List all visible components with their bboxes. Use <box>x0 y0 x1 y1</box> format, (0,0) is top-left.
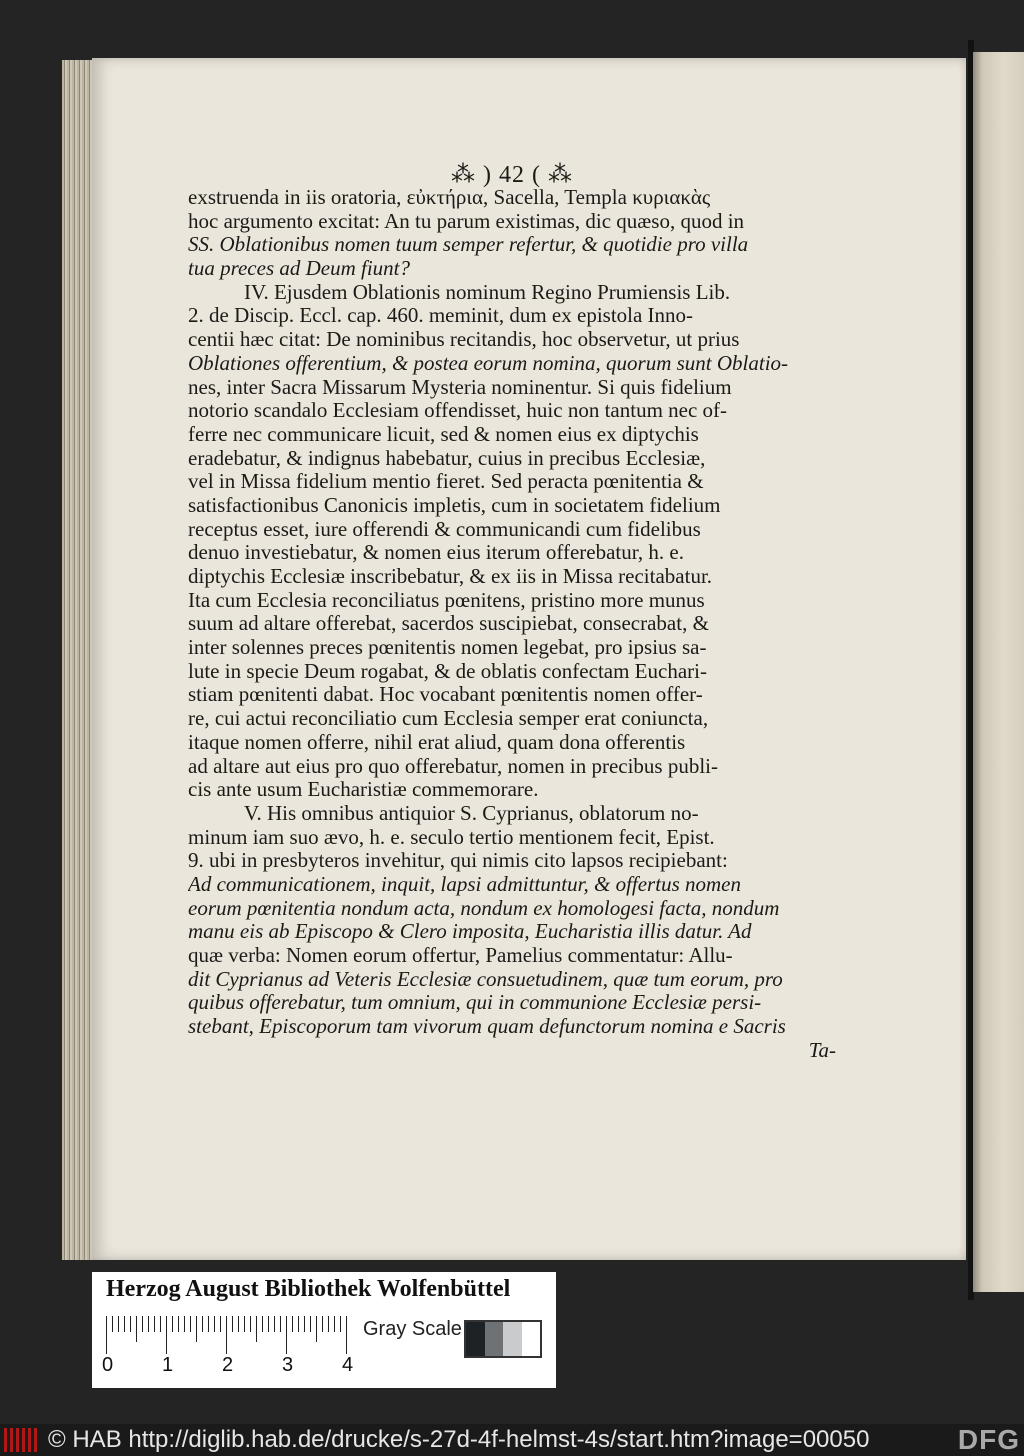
text-line: itaque nomen offerre, nihil erat aliud, quam dona offerentis <box>188 730 686 754</box>
ruler-tick <box>322 1316 323 1332</box>
scale-ruler <box>106 1316 352 1354</box>
ruler-tick <box>172 1316 173 1332</box>
text-line: Ad communicationem, inquit, lapsi admittuntur, & offertus nomen <box>188 872 741 896</box>
text-line: re, cui actui reconciliatio cum Ecclesia semper erat coniuncta, <box>188 707 709 731</box>
ruler-tick <box>238 1316 239 1332</box>
ruler-tick <box>274 1316 275 1332</box>
text-line: stiam pœnitenti dabat. Hoc vocabant pœnitentis nomen offer- <box>188 683 703 707</box>
text-line: notorio scandalo Ecclesiam offendisset, huic non tantum nec of- <box>188 399 728 423</box>
ruler-tick <box>298 1316 299 1332</box>
text-line: manu eis ab Episcopo & Clero imposita, Eucharistia illis datur. Ad <box>188 920 752 944</box>
ruler-tick <box>208 1316 209 1332</box>
gray-swatch <box>485 1322 504 1356</box>
text-line: quæ verba: Nomen eorum offertur, Pamelius commentatur: Allu- <box>188 944 733 967</box>
text-line: 2. de Discip. Eccl. cap. 460. meminit, dum ex epistola Inno- <box>188 304 694 328</box>
text-line: Oblationes offerentium, & postea eorum nomina, quorum sunt Oblatio- <box>188 351 789 375</box>
footer-bar <box>0 1424 1024 1456</box>
ruler-tick <box>196 1316 197 1342</box>
gray-swatch <box>466 1322 485 1356</box>
text-line: denuo investiebatur, & nomen eius iterum offerebatur, h. e. <box>188 541 684 565</box>
text-line: stebant, Episcoporum tam vivorum quam defunctorum nomina e Sacris <box>188 1015 786 1039</box>
running-head: ⁂ ) 42 ( ⁂ <box>451 162 573 188</box>
ruler-tick <box>316 1316 317 1342</box>
text-line: vel in Missa fidelium mentio fieret. Sed peracta pœnitentia & <box>188 470 704 494</box>
ruler-number: 3 <box>282 1354 294 1376</box>
text-line: V. His omnibus antiquior S. Cyprianus, oblatorum no- <box>244 801 699 825</box>
ruler-tick <box>166 1316 167 1354</box>
gray-swatch <box>522 1322 541 1356</box>
ruler-tick <box>268 1316 269 1332</box>
text-line: dit Cyprianus ad Veteris Ecclesiæ consuetudinem, quæ tum eorum, pro <box>188 967 783 991</box>
ruler-tick <box>214 1316 215 1332</box>
text-line: inter solennes preces pœnitentis nomen legebat, pro ipsius sa- <box>188 636 707 660</box>
hab-logo-icon <box>4 1428 40 1452</box>
ruler-tick <box>124 1316 125 1332</box>
ruler-tick <box>232 1316 233 1332</box>
ruler-tick <box>340 1316 341 1332</box>
text-line: eorum pœnitentia nondum acta, nondum ex homologesi facta, nondum <box>188 896 780 920</box>
ruler-tick <box>178 1316 179 1332</box>
ruler-tick <box>202 1316 203 1332</box>
text-line: ferre nec communicare licuit, sed & nomen eius ex diptychis <box>188 422 699 446</box>
text-line: exstruenda in iis oratoria, εὐκτήρια, Sacella, Templa κυριακὰς <box>188 186 711 209</box>
ruler-tick <box>184 1316 185 1332</box>
ruler-tick <box>262 1316 263 1332</box>
text-line: lute in specie Deum rogabat, & de oblatis confectam Euchari- <box>188 659 707 683</box>
ruler-tick <box>256 1316 257 1342</box>
text-line: suum ad altare offerebat, sacerdos suscipiebat, consecrabat, & <box>188 612 709 636</box>
text-line: centii hæc citat: De nominibus recitandis, hoc observetur, ut prius <box>188 328 740 352</box>
text-line: satisfactionibus Canonicis impletis, cum in societatem fidelium <box>188 493 721 517</box>
ruler-number: 0 <box>102 1354 114 1376</box>
ruler-tick <box>154 1316 155 1332</box>
ruler-tick <box>292 1316 293 1332</box>
ruler-tick <box>334 1316 335 1332</box>
ruler-tick <box>136 1316 137 1342</box>
ruler-tick <box>130 1316 131 1332</box>
dfg-logo: DFG <box>957 1424 1020 1455</box>
text-line: SS. Oblationibus nomen tuum semper refertur, & quotidie pro villa <box>188 233 749 257</box>
ruler-number: 1 <box>162 1354 174 1376</box>
ruler-tick <box>286 1316 287 1354</box>
text-line: minum iam suo ævo, h. e. seculo tertio mentionem fecit, Epist. <box>188 825 715 849</box>
ruler-tick <box>148 1316 149 1332</box>
text-line: nes, inter Sacra Missarum Mysteria nominentur. Si quis fidelium <box>188 375 732 399</box>
ruler-tick <box>328 1316 329 1332</box>
grayscale-swatches <box>464 1320 542 1358</box>
ruler-tick <box>244 1316 245 1332</box>
ruler-tick <box>346 1316 347 1354</box>
gray-swatch <box>503 1322 522 1356</box>
ruler-number: 4 <box>342 1354 354 1376</box>
text-line: eradebatur, & indignus habebatur, cuius in precibus Ecclesiæ, <box>188 446 706 470</box>
text-line: Ita cum Ecclesia reconciliatus pœnitens, pristino more munus <box>188 588 705 612</box>
next-page-sliver <box>973 52 1024 1292</box>
ruler-number: 2 <box>222 1354 234 1376</box>
ruler-tick <box>106 1316 107 1354</box>
text-line: tua preces ad Deum fiunt? <box>188 257 411 281</box>
ruler-tick <box>226 1316 227 1354</box>
ruler-tick <box>112 1316 113 1332</box>
ruler-tick <box>190 1316 191 1332</box>
ruler-tick <box>310 1316 311 1332</box>
text-line: 9. ubi in presbyteros invehitur, qui nimis cito lapsos recipiebant: <box>188 849 728 873</box>
library-title: Herzog August Bibliothek Wolfenbüttel <box>106 1276 511 1302</box>
ruler-tick <box>220 1316 221 1332</box>
source-url[interactable]: © HAB http://diglib.hab.de/drucke/s-27d-4f-helmst-4s/start.htm?image=00050 <box>48 1426 870 1453</box>
page-text-block <box>188 186 836 1062</box>
ruler-tick <box>160 1316 161 1332</box>
grayscale-label: Gray Scale <box>363 1318 462 1340</box>
text-line: hoc argumento excitat: An tu parum existimas, dic quæso, quod in <box>188 209 745 233</box>
text-line: IV. Ejusdem Oblationis nominum Regino Prumiensis Lib. <box>244 280 731 304</box>
text-line: receptus esset, iure offerendi & communicandi cum fidelibus <box>188 517 701 541</box>
ruler-tick <box>118 1316 119 1332</box>
text-line: diptychis Ecclesiæ inscribebatur, & ex iis in Missa recitabatur. <box>188 565 713 588</box>
text-line: ad altare aut eius pro quo offerebatur, nomen in precibus publi- <box>188 754 719 778</box>
text-line: cis ante usum Eucharistiæ commemorare. <box>188 778 539 802</box>
text-line: Ta- <box>808 1038 836 1062</box>
ruler-tick <box>250 1316 251 1332</box>
ruler-tick <box>142 1316 143 1332</box>
text-line: quibus offerebatur, tum omnium, qui in communione Ecclesiæ persi- <box>188 991 762 1015</box>
ruler-tick <box>304 1316 305 1332</box>
ruler-tick <box>280 1316 281 1332</box>
